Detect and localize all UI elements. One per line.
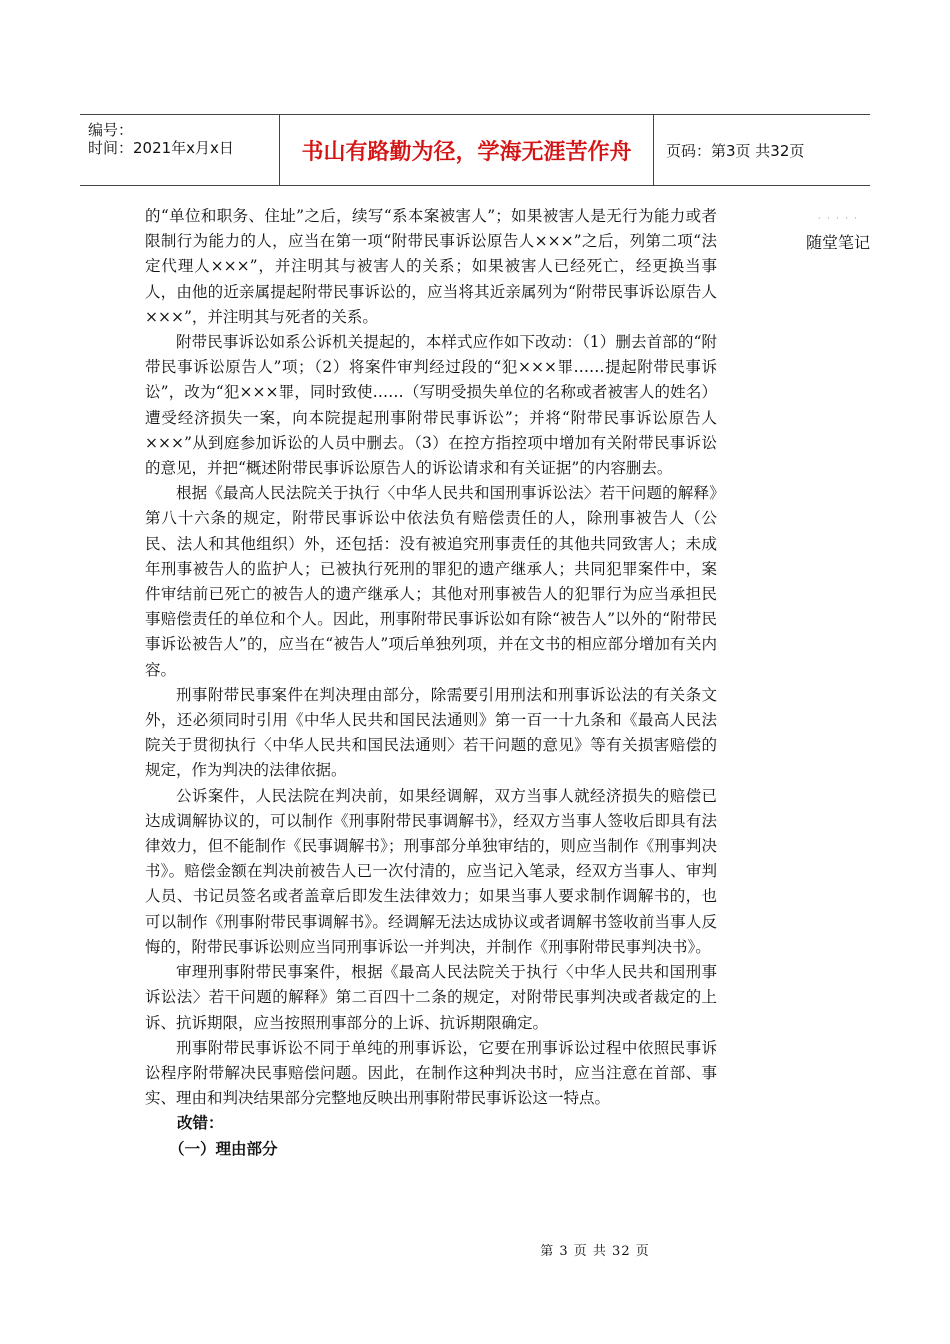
document-body: [145, 204, 717, 1162]
paragraph-6: 审理刑事附带民事案件，根据《最高人民法院关于执行〈中华人民共和国刑事诉讼法〉若干问题的解释》第二百四十二条的规定，对附带民事判决或者裁定的上诉、抗诉期限，应当按照刑事部分的上诉、抗诉期限确定。: [145, 963, 717, 1032]
side-note: 随堂笔记: [806, 233, 871, 252]
header-motto: 书山有路勤为径，学海无涯苦作舟: [280, 115, 654, 185]
time-label: 时间：2021年x月x日: [88, 139, 234, 157]
paragraph-4: 刑事附带民事案件在判决理由部分，除需要引用刑法和刑事诉讼法的有关条文外，还必须同时引用《中华人民共和国民法通则》第一百一十九条和《最高人民法院关于贯彻执行〈中华人民共和国民法通则〉若干问题的意见》等有关损害赔偿的规定，作为判决的法律依据。: [145, 685, 717, 780]
number-label: 编号：: [88, 121, 134, 139]
paragraph-5: 公诉案件，人民法院在判决前，如果经调解，双方当事人就经济损失的赔偿已达成调解协议的，可以制作《刑事附带民事调解书》，经双方当事人签收后即具有法律效力，但不能制作《民事调解书》；刑事部分单独审结的，则应当制作《刑事判决书》。赔偿金额在判决前被告人已一次付清的，应当记入笔录，经双方当事人、审判人员、书记员签名或者盖章后即发生法律效力；如果当事人要求制作调解书的，也可以制作《刑事附带民事调解书》。经调解无法达成协议或者调解书签收前当事人反悔的，附带民事诉讼则应当同刑事诉讼一并判决，并制作《刑事附带民事判决书》。: [145, 786, 717, 956]
paragraph-2: 附带民事诉讼如系公诉机关提起的，本样式应作如下改动：（1）删去首部的“附带民事诉讼原告人”项；（2）将案件审判经过段的“犯×××罪……提起附带民事诉讼”，改为“犯×××罪，同时致使……（写明受损失单位的名称或者被害人的姓名）遭受经济损失一案，向本院提起刑事附带民事诉讼”；并将“附带民事诉讼原告人×××”从到庭参加诉讼的人员中删去。（3）在控方指控项中增加有关附带民事诉讼的意见，并把“概述附带民事诉讼原告人的诉讼请求和有关证据”的内容删去。: [145, 333, 717, 478]
section-heading-correction: 改错：: [177, 1114, 224, 1133]
side-dots: · · · · ·: [818, 214, 859, 223]
page-footer: 第 3 页 共 32 页: [540, 1244, 650, 1259]
paragraph-7: 刑事附带民事诉讼不同于单纯的刑事诉讼，它要在刑事诉讼过程中依照民事诉讼程序附带解决民事赔偿问题。因此，在制作这种判决书时，应当注意在首部、事实、理由和判决结果部分完整地反映出刑事附带民事诉讼这一特点。: [145, 1038, 717, 1108]
paragraph-3: 根据《最高人民法院关于执行〈中华人民共和国刑事诉讼法〉若干问题的解释》第八十六条的规定，附带民事诉讼中依法负有赔偿责任的人，除刑事被告人（公民、法人和其他组织）外，还包括：没有被追究刑事责任的其他共同致害人；未成年刑事被告人的监护人；已被执行死刑的罪犯的遗产继承人；共同犯罪案件中，案件审结前已死亡的被告人的遗产继承人；其他对刑事被告人的犯罪行为应当承担民事赔偿责任的单位和个人。因此，刑事附带民事诉讼如有除“被告人”以外的“附带民事诉讼被告人”的，应当在“被告人”项后单独列项，并在文书的相应部分增加有关内容。: [145, 484, 717, 679]
page-header: [80, 114, 870, 186]
header-meta: [80, 115, 280, 185]
header-page-info: 页码：第3页 共32页: [666, 141, 805, 160]
subsection-heading-reasoning: （一）理由部分: [169, 1139, 278, 1158]
paragraph-1: 的“单位和职务、住址”之后，续写“系本案被害人”；如果被害人是无行为能力或者限制行为能力的人，应当在第一项“附带民事诉讼原告人×××”之后，列第二项“法定代理人×××”，并注明其与被害人的关系；如果被害人已经死亡，经更换当事人，由他的近亲属提起附带民事诉讼的，应当将其近亲属列为“附带民事诉讼原告人×××”，并注明其与死者的关系。: [145, 207, 717, 326]
